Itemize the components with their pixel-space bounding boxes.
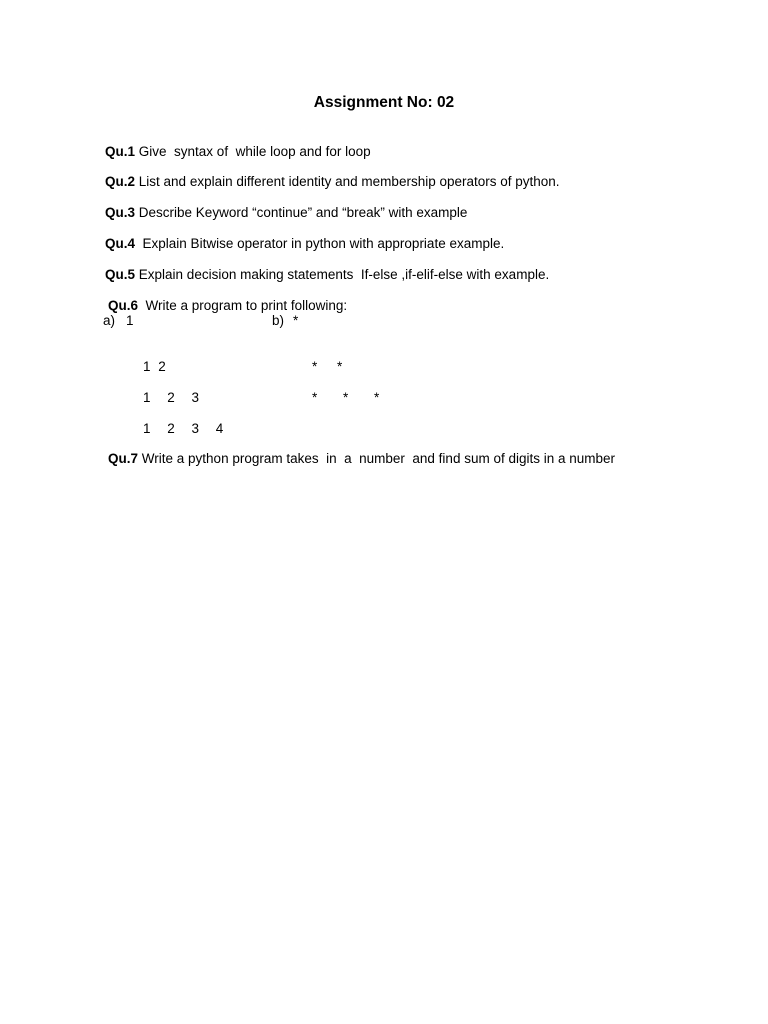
question-text: Give syntax of while loop and for loop [135,144,371,159]
question-text: Write a program to print following: [138,298,348,313]
pattern-b-row-1: * [293,313,299,328]
question-number: Qu.2 [105,174,136,189]
pattern-b-row-3-text: * * * [312,390,380,405]
question-text: Explain Bitwise operator in python with appropriate example. [135,236,505,251]
pattern-b-label: b) [272,313,285,328]
pattern-a-row-4-text: 1 2 3 4 [143,421,224,436]
assignment-title: Assignment No: 02 [313,94,455,111]
pattern-a-label: a) [103,313,116,328]
question-text: Describe Keyword “continue” and “break” with example [135,205,468,220]
pattern-a-row-1: 1 [126,313,134,328]
question-text: List and explain different identity and membership operators of python. [135,174,560,189]
question-number: Qu.1 [105,144,136,159]
question-number: Qu.7 [108,451,139,466]
question-number: Qu.4 [105,236,136,251]
question-7 [93,436,615,481]
question-text: Write a python program takes in a number and find sum of digits in a number [138,451,616,466]
question-number: Qu.6 [108,298,139,313]
pattern-b-row-3 [297,375,379,420]
question-text: Explain decision making statements If-else ,if-elif-else with example. [135,267,550,282]
pattern-b-row-2-text: * * [312,359,343,374]
pattern-a-row-2-text: 1 2 [143,359,166,374]
question-number: Qu.5 [105,267,136,282]
pattern-a-row-3-text: 1 2 3 [143,390,200,405]
question-number: Qu.3 [105,205,136,220]
